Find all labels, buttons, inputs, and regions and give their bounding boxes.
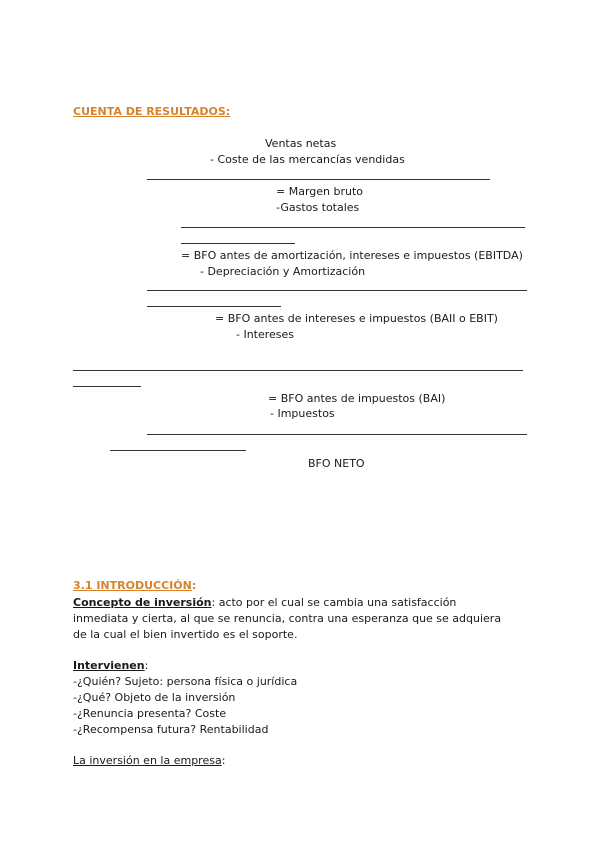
list-item: -¿Qué? Objeto de la inversión (73, 691, 236, 704)
concept-term: Concepto de inversión (73, 596, 212, 609)
empresa-heading (73, 754, 225, 767)
intro-heading-text: 3.1 INTRODUCCIÓN (73, 579, 192, 592)
list-item: -¿Quién? Sujeto: persona física o jurídica (73, 675, 298, 688)
empresa-term: La inversión en la empresa (73, 754, 222, 767)
divider-2b (181, 243, 295, 244)
divider-5b (110, 450, 246, 451)
ventas-netas-line: Ventas netas (265, 137, 337, 150)
margen-bruto-line: = Margen bruto (276, 185, 364, 198)
ebitda-line: = BFO antes de amortización, intereses e impuestos (EBITDA) (181, 249, 523, 262)
divider-3b (147, 306, 281, 307)
intro-heading-suffix: : (191, 579, 197, 592)
list-item: -¿Recompensa futura? Rentabilidad (73, 723, 269, 736)
intervienen-heading (73, 659, 148, 672)
impuestos-line: - Impuestos (270, 407, 335, 420)
divider-2a (181, 227, 525, 228)
divider-1 (147, 179, 490, 180)
bfo-neto-line: BFO NETO (308, 457, 365, 470)
intereses-line: - Intereses (236, 328, 295, 341)
divider-5a (147, 434, 527, 435)
intervienen-suffix: : (144, 659, 149, 672)
results-heading: CUENTA DE RESULTADOS: (73, 105, 231, 118)
intervienen-term: Intervienen (73, 659, 145, 672)
ebit-line: = BFO antes de intereses e impuestos (BAII o EBIT) (215, 312, 498, 325)
concept-paragraph (73, 595, 513, 643)
divider-4b (73, 386, 141, 387)
divider-3a (147, 290, 527, 291)
list-item: -¿Renuncia presenta? Coste (73, 707, 227, 720)
concept-text: : acto por el cual se cambia una satisfacción inmediata y cierta, al que se renuncia, contra una esperanza que se adquiera de la cual el bien invertido es el soporte. (73, 596, 502, 641)
intro-heading (73, 579, 196, 592)
bai-line: = BFO antes de impuestos (BAI) (268, 392, 446, 405)
empresa-suffix: : (221, 754, 226, 767)
depreciacion-line: - Depreciación y Amortización (200, 265, 366, 278)
divider-4a (73, 370, 523, 371)
coste-line: - Coste de las mercancías vendidas (210, 153, 405, 166)
gastos-line: -Gastos totales (276, 201, 360, 214)
